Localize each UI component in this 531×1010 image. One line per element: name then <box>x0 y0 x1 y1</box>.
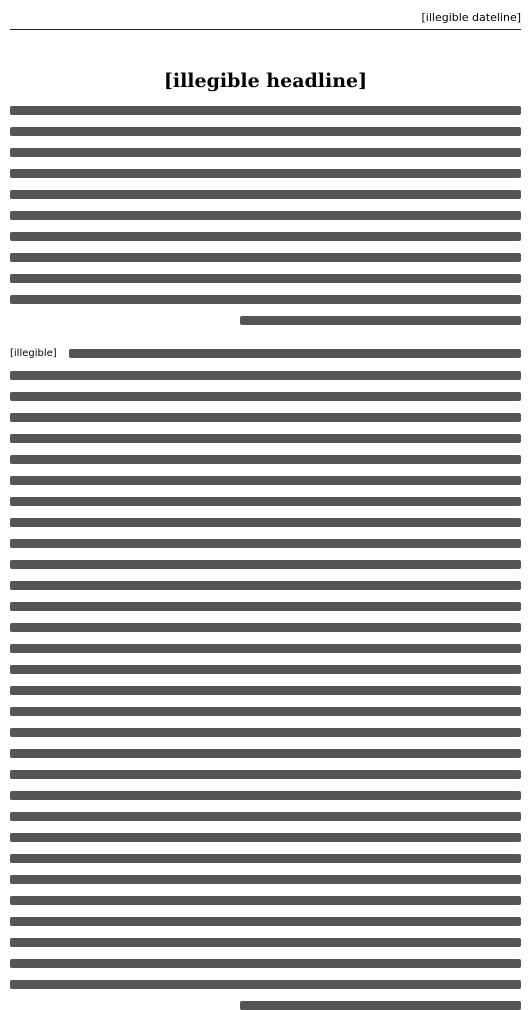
byline-row <box>10 347 521 359</box>
text-line <box>10 623 521 632</box>
text-line <box>10 476 521 485</box>
text-line <box>10 728 521 737</box>
text-line <box>10 371 521 380</box>
text-line <box>10 274 521 283</box>
body-lines <box>10 371 521 1010</box>
text-line <box>10 455 521 464</box>
text-line <box>69 349 521 358</box>
dateline-text: [illegible dateline] <box>421 10 521 24</box>
text-line <box>10 644 521 653</box>
text-line <box>10 959 521 968</box>
text-line <box>10 392 521 401</box>
text-line <box>10 875 521 884</box>
text-line <box>10 581 521 590</box>
byline: [illegible] <box>10 347 57 359</box>
text-line <box>10 749 521 758</box>
text-line <box>10 917 521 926</box>
summary-block <box>10 106 521 325</box>
text-line <box>10 770 521 779</box>
text-line <box>10 896 521 905</box>
text-line <box>10 211 521 220</box>
text-line <box>10 434 521 443</box>
text-line <box>10 833 521 842</box>
text-line <box>10 127 521 136</box>
text-line <box>10 148 521 157</box>
text-line <box>10 106 521 115</box>
text-line <box>10 497 521 506</box>
text-line <box>10 791 521 800</box>
article-body <box>10 347 521 1010</box>
headline: [illegible headline] <box>163 70 368 92</box>
text-line <box>10 602 521 611</box>
text-line <box>10 232 521 241</box>
text-line <box>10 938 521 947</box>
text-line <box>240 316 521 325</box>
text-line <box>10 539 521 548</box>
text-line <box>10 812 521 821</box>
dateline <box>10 8 521 30</box>
text-line <box>10 560 521 569</box>
text-line <box>10 854 521 863</box>
text-line <box>10 686 521 695</box>
text-line <box>10 518 521 527</box>
text-line <box>10 980 521 989</box>
text-line <box>10 413 521 422</box>
text-line <box>10 665 521 674</box>
text-line <box>10 707 521 716</box>
text-line <box>10 169 521 178</box>
text-line <box>10 253 521 262</box>
text-line <box>10 190 521 199</box>
text-line <box>240 1001 521 1010</box>
text-line <box>10 295 521 304</box>
